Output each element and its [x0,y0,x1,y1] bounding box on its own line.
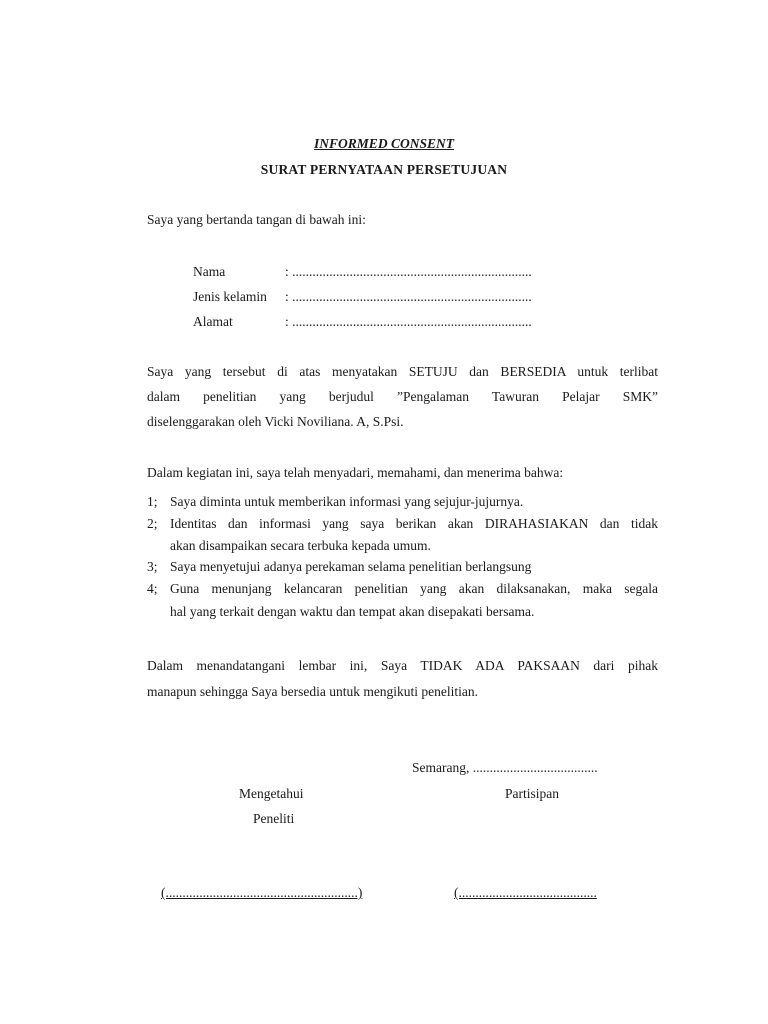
field-value-alamat: : ....................................................................... [285,314,532,329]
signature-label-mengetahui: Mengetahui [239,786,304,801]
field-value-nama: : ....................................................................... [285,264,532,279]
list-item-text: Saya diminta untuk memberikan informasi yang sejujur-jujurnya. [170,494,524,509]
list-item-number: 3; [147,559,158,574]
list-item-text: Saya menyetujui adanya perekaman selama penelitian berlangsung [170,559,532,574]
statement-line-3: diselenggarakan oleh Vicki Noviliana. A, S.Psi. [147,414,404,429]
document-subtitle: SURAT PERNYATAAN PERSETUJUAN [260,162,508,177]
field-label-jenis-kelamin: Jenis kelamin [193,289,267,304]
closing-line-2: manapun sehingga Saya bersedia untuk mengikuti penelitian. [147,684,479,699]
list-item-text: akan disampaikan secara terbuka kepada umum. [170,538,431,553]
field-value-jenis-kelamin: : ....................................................................... [285,289,532,304]
activity-intro: Dalam kegiatan ini, saya telah menyadari, memahami, dan menerima bahwa: [147,465,564,480]
statement-line-1: Saya yang tersebut di atas menyatakan SETUJU dan BERSEDIA untuk terlibat [147,364,658,379]
statement-line-2: dalam penelitian yang berjudul ”Pengalaman Tawuran Pelajar SMK” [147,389,658,404]
list-item-number: 1; [147,494,158,509]
signature-label-partisipan: Partisipan [505,786,559,801]
closing-line-1: Dalam menandatangani lembar ini, Saya TIDAK ADA PAKSAAN dari pihak [147,658,658,673]
signature-label-peneliti: Peneliti [253,811,295,826]
list-item-text: Identitas dan informasi yang saya berikan akan DIRAHASIAKAN dan tidak [170,516,658,531]
list-item-text: Guna menunjang kelancaran penelitian yang akan dilaksanakan, maka segala [170,581,658,596]
field-label-alamat: Alamat [193,314,233,329]
list-item-text: hal yang terkait dengan waktu dan tempat akan disepakati bersama. [170,604,535,619]
signature-line-peneliti: (.........................................................) [161,885,363,900]
list-item-number: 2; [147,516,158,531]
signature-line-partisipan: (......................................... [454,885,597,900]
document-title: INFORMED CONSENT [314,136,454,151]
intro-text: Saya yang bertanda tangan di bawah ini: [147,212,366,227]
field-label-nama: Nama [193,264,226,279]
place-date: Semarang, ..................................... [412,760,598,775]
list-item-number: 4; [147,581,158,596]
